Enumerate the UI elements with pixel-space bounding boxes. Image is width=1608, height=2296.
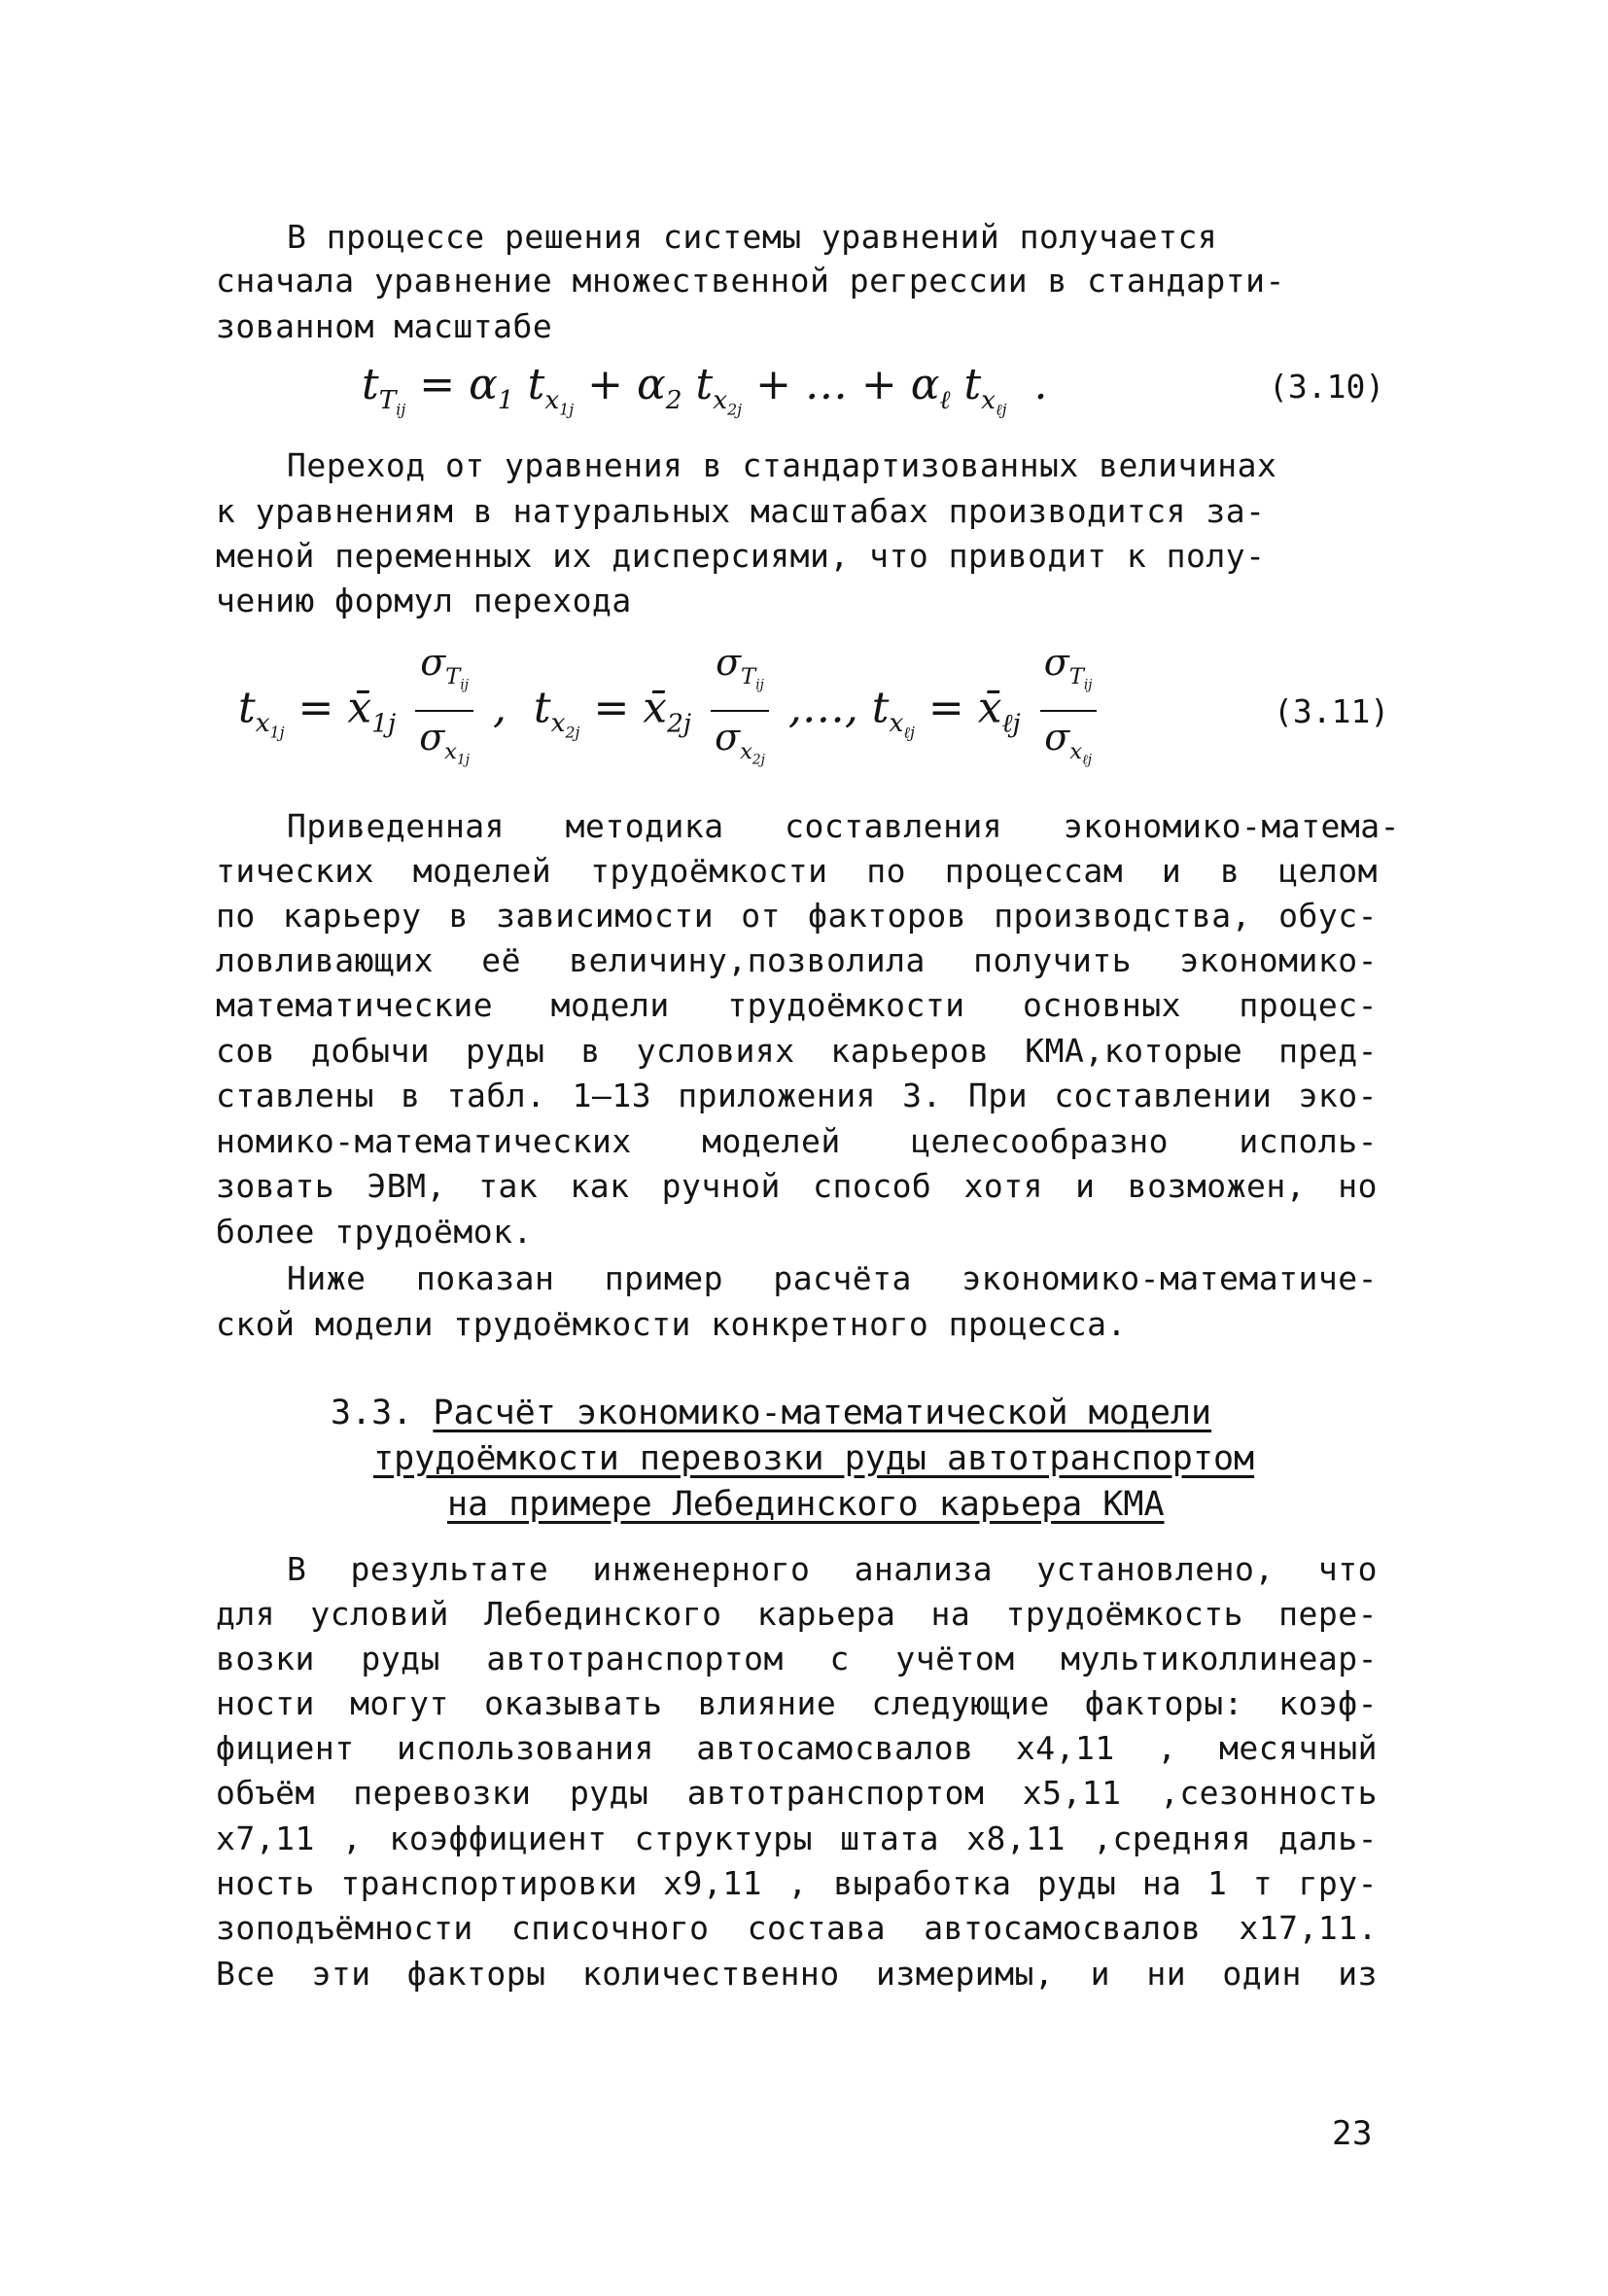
- section-number: 3.3.: [331, 1394, 413, 1432]
- section-title-line: Расчёт экономико-математической модели: [433, 1394, 1212, 1432]
- text-line: чению формул перехода: [216, 582, 632, 619]
- text-line: сначала уравнение множественной регрессии в стандарти-: [216, 262, 1285, 300]
- text-line: ности могут оказывать влияние следующие факторы: коэф-: [216, 1684, 1378, 1722]
- text-line: зовать ЭВМ, так как ручной способ хотя и возможен, но: [216, 1167, 1378, 1205]
- text-line: Приведенная методика составления экономико-матема-: [287, 807, 1400, 845]
- text-line: ность транспортировки x9,11 , выработка руды на 1 т гру-: [216, 1864, 1378, 1902]
- text-line: Ниже показан пример расчёта экономико-математиче-: [287, 1259, 1378, 1297]
- text-line: фициент использования автосамосвалов x4,11 , месячный: [216, 1729, 1378, 1767]
- text-line: меной переменных их дисперсиями, что приводит к полу-: [216, 537, 1266, 575]
- text-line: В результате инженерного анализа установлено, что: [287, 1550, 1378, 1588]
- equation-number: (3.11): [1274, 692, 1390, 730]
- text-line: x7,11 , коэффициент структуры штата x8,11 ,средняя даль-: [216, 1819, 1378, 1857]
- text-line: сов добычи руды в условиях карьеров КМА,которые пред-: [216, 1032, 1378, 1070]
- text-line: объём перевозки руды автотранспортом x5,11 ,сезонность: [216, 1774, 1378, 1812]
- page-number: 23: [1332, 2114, 1373, 2153]
- text-line: Переход от уравнения в стандартизованных величинах: [287, 446, 1277, 484]
- text-line: математические модели трудоёмкости основных процес-: [216, 986, 1378, 1024]
- text-line: В процессе решения системы уравнений получается: [287, 218, 1218, 256]
- text-line: возки руды автотранспортом с учётом мультиколлинеар-: [216, 1640, 1378, 1678]
- text-line: тических моделей трудоёмкости по процессам и в целом: [216, 852, 1378, 890]
- text-line: по карьеру в зависимости от факторов производства, обус-: [216, 897, 1378, 935]
- text-line: Все эти факторы количественно измеримы, и ни один из: [216, 1955, 1378, 1993]
- section-heading: [331, 1388, 1211, 1438]
- section-title-line: на примере Лебединского карьера КМА: [447, 1485, 1165, 1524]
- text-line: номико-математических моделей целесообразно исполь-: [216, 1122, 1378, 1160]
- text-line: ской модели трудоёмкости конкретного процесса.: [216, 1305, 1127, 1343]
- text-line: к уравнениям в натуральных масштабах производится за-: [216, 492, 1266, 530]
- equation-number: (3.10): [1269, 368, 1385, 406]
- section-heading: [447, 1479, 1165, 1530]
- section-heading: [373, 1433, 1254, 1484]
- section-title-line: трудоёмкости перевозки руды автотранспортом: [373, 1439, 1255, 1478]
- formula-3-11: $t_{x_{1j}}$ = $x̄_{1j}$ $\frac{\sigma_{T_{ij}}}{\sigma_{x_{1j}}}$ , $t_{x_{2j}}$ = $x̄_{2j}$ $\frac{\sigma_{T_{ij}}}{\sigma_{x_{2j}}}$ ,…, $t_{x_{\ell j}}$ = $x̄_{\ell j}$ $\frac{\sigma_{T_{ij}}}{\sigma_{x_{\ell j}}}$: [238, 637, 1102, 785]
- text-line: более трудоёмок.: [216, 1213, 533, 1251]
- text-line: для условий Лебединского карьера на трудоёмкость пере-: [216, 1595, 1378, 1633]
- text-line: зованном масштабе: [216, 307, 553, 345]
- text-line: зоподъёмности списочного состава автосамосвалов x17,11.: [216, 1909, 1378, 1947]
- formula-3-10: $t_{T_{ij}} = \alpha_1$ $t_{x_{1j}} + \alpha_2$ $t_{x_{2j}}$ + … + $\alpha_\ell$ $t_{x_{\ell j}}$ .: [362, 360, 1048, 419]
- text-line: ставлены в табл. 1–13 приложения 3. При составлении эко-: [216, 1077, 1378, 1114]
- text-line: ловливающих её величину,позволила получить экономико-: [216, 941, 1378, 979]
